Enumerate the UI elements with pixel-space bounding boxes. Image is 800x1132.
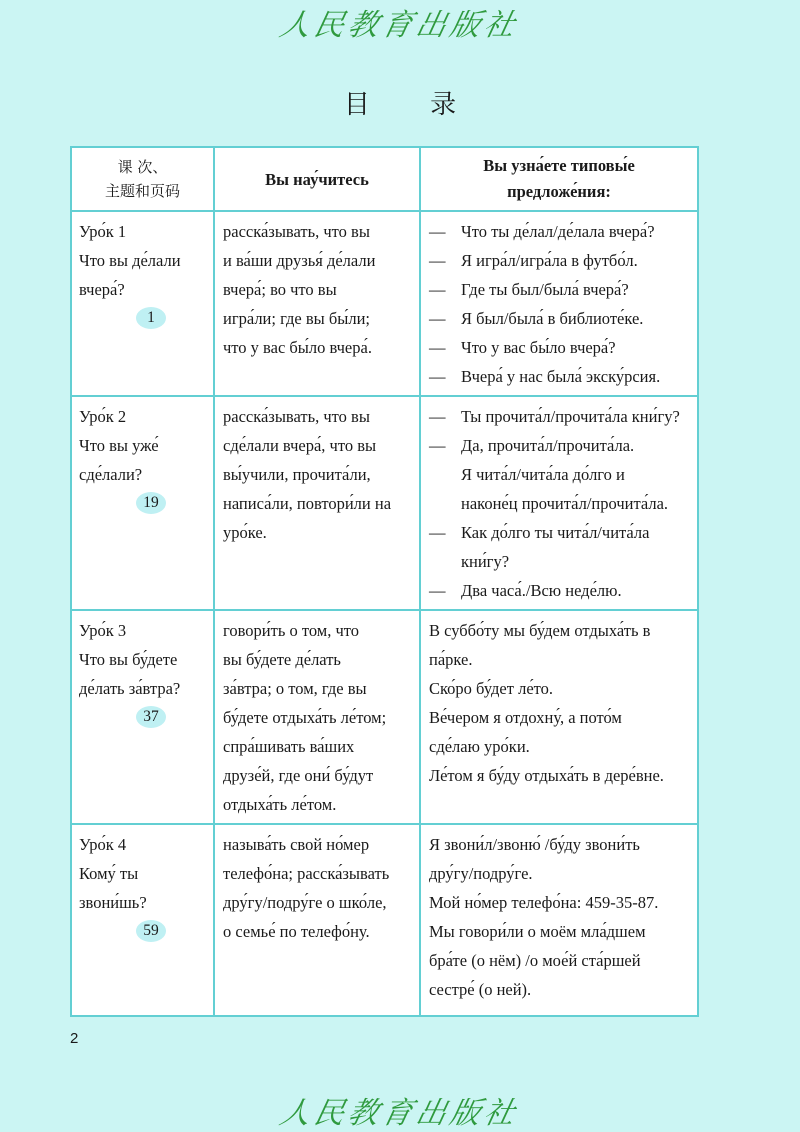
learn-line: бу́дете отдыха́ть ле́том; [223,708,387,727]
header-phrases-line1: Вы узна́ете типовы́е [483,156,635,175]
page-title: 目 录 [343,90,483,120]
phrase-line [429,431,693,460]
table-of-contents [70,146,699,1017]
learn-cell [214,824,420,1016]
phrases-cell [420,610,698,824]
page-link[interactable]: 59 [136,920,166,942]
learn-line: отдыха́ть ле́том. [223,795,337,814]
phrase-line [429,333,693,362]
phrase-line [429,304,693,333]
phrase-text: Два часа́./Всю неде́лю. [461,581,622,600]
phrase-line: наконе́ц прочита́л/прочита́ла. [461,494,669,513]
learn-line: друзе́й, где они́ бу́дут [223,766,374,785]
phrase-text: Как до́лго ты чита́л/чита́ла [461,523,650,542]
phrase-text: Я игра́л/игра́ла в футбо́л. [461,251,638,270]
phrase-line: Ле́том я бу́ду отдыха́ть в дере́вне. [429,766,664,785]
phrase-line [429,362,693,391]
dialog-dash: — [429,338,446,357]
dialog-dash: — [429,581,446,600]
learn-line: написа́ли, повтори́ли на [223,494,392,513]
publisher-watermark-top: 人民教育出版社 [276,8,522,43]
phrase-text: Я был/была́ в библиоте́ке. [461,309,644,328]
dialog-dash: — [429,407,446,426]
learn-line: уро́ке. [223,523,267,542]
dialog-dash: — [429,523,446,542]
page-link[interactable]: 19 [136,492,166,514]
phrase-line [429,275,693,304]
phrase-line: па́рке. [429,650,473,669]
lesson-label: Уро́к 4 [79,835,127,854]
phrase-line: Ско́ро бу́дет ле́то. [429,679,554,698]
page-link[interactable]: 37 [136,706,166,728]
dialog-dash: — [429,280,446,299]
lesson-cell [71,396,214,610]
lesson-topic: Что вы бу́дете [79,650,178,669]
lesson-label: Уро́к 1 [79,222,127,241]
lesson-label: Уро́к 2 [79,407,127,426]
learn-line: говори́ть о том, что [223,621,360,640]
phrase-line: Я чита́л/чита́ла до́лго и [461,465,625,484]
phrase-line [429,402,693,431]
table-header-row [71,147,698,211]
learn-line: и ва́ши друзья́ де́лали [223,251,376,270]
lesson-topic: де́лать за́втра? [79,679,181,698]
lesson-cell [71,211,214,396]
table-row [71,396,698,610]
learn-line: расска́зывать, что вы [223,407,370,426]
lesson-cell [71,610,214,824]
dialog-dash: — [429,367,446,386]
phrase-text: Что ты де́лал/де́лала вчера́? [461,222,655,241]
lesson-label: Уро́к 3 [79,621,127,640]
phrase-line: бра́те (о нём) /о мое́й ста́ршей [429,951,641,970]
phrase-line: кни́гу? [461,552,510,571]
header-lesson [71,147,214,211]
learn-line: спра́шивать ва́ших [223,737,355,756]
phrase-line: сде́лаю уро́ки. [429,737,530,756]
lesson-topic: сде́лали? [79,465,143,484]
page-number: 2 [70,1030,79,1047]
header-lesson-line1: 课 次、 [117,158,168,176]
lesson-topic: вчера́? [79,280,125,299]
lesson-topic: Что вы уже́ [79,436,159,455]
page-link[interactable]: 1 [136,307,166,329]
learn-line: расска́зывать, что вы [223,222,370,241]
learn-line: о семье́ по телефо́ну. [223,922,370,941]
learn-line: называ́ть свой но́мер [223,835,370,854]
dialog-dash: — [429,309,446,328]
table-row [71,610,698,824]
learn-line: за́втра; о том, где вы [223,679,367,698]
lesson-cell [71,824,214,1016]
phrase-text: Где ты был/была́ вчера́? [461,280,629,299]
header-phrases-line2: предложе́ния: [507,182,611,201]
header-lesson-line2: 主题和页码 [104,182,180,200]
phrase-line [429,518,693,547]
phrase-text: Что у вас бы́ло вчера́? [461,338,616,357]
lesson-topic: Кому́ ты [79,864,139,883]
phrase-text: Ты прочита́л/прочита́ла кни́гу? [461,407,680,426]
learn-line: дру́гу/подру́ге о шко́ле, [223,893,387,912]
phrase-line: Ве́чером я отдохну́, а пото́м [429,708,622,727]
learn-line: что у вас бы́ло вчера́. [223,338,372,357]
header-phrases [420,147,698,211]
learn-line: вчера́; во что вы [223,280,337,299]
publisher-watermark-bottom: 人民教育出版社 [276,1096,522,1131]
phrase-text: Да, прочита́л/прочита́ла. [461,436,635,455]
phrase-line: сестре́ (о ней). [429,980,532,999]
phrases-cell [420,211,698,396]
phrases-cell [420,824,698,1016]
learn-line: телефо́на; расска́зывать [223,864,390,883]
table-row [71,824,698,1016]
learn-cell [214,211,420,396]
learn-line: вы́учили, прочита́ли, [223,465,371,484]
phrase-line [429,576,693,605]
lesson-topic: Что вы де́лали [79,251,181,270]
phrases-cell [420,396,698,610]
phrase-line: В суббо́ту мы бу́дем отдыха́ть в [429,621,651,640]
learn-line: сде́лали вчера́, что вы [223,436,377,455]
learn-cell [214,396,420,610]
learn-line: вы бу́дете де́лать [223,650,341,669]
phrase-line: Мы говори́ли о моём мла́дшем [429,922,646,941]
phrase-text: Вчера́ у нас была́ экску́рсия. [461,367,661,386]
table-row [71,211,698,396]
learn-line: игра́ли; где вы бы́ли; [223,309,371,328]
phrase-line [429,217,693,246]
learn-cell [214,610,420,824]
dialog-dash: — [429,251,446,270]
phrase-line: Я звони́л/звоню́ /бу́ду звони́ть [429,835,640,854]
phrase-line: дру́гу/подру́ге. [429,864,533,883]
header-learn: Вы нау́читесь [214,147,420,211]
dialog-dash: — [429,222,446,241]
phrase-line [429,246,693,275]
dialog-dash: — [429,436,446,455]
phrase-line: Мой но́мер телефо́на: 459-35-87. [429,893,659,912]
lesson-topic: звони́шь? [79,893,147,912]
